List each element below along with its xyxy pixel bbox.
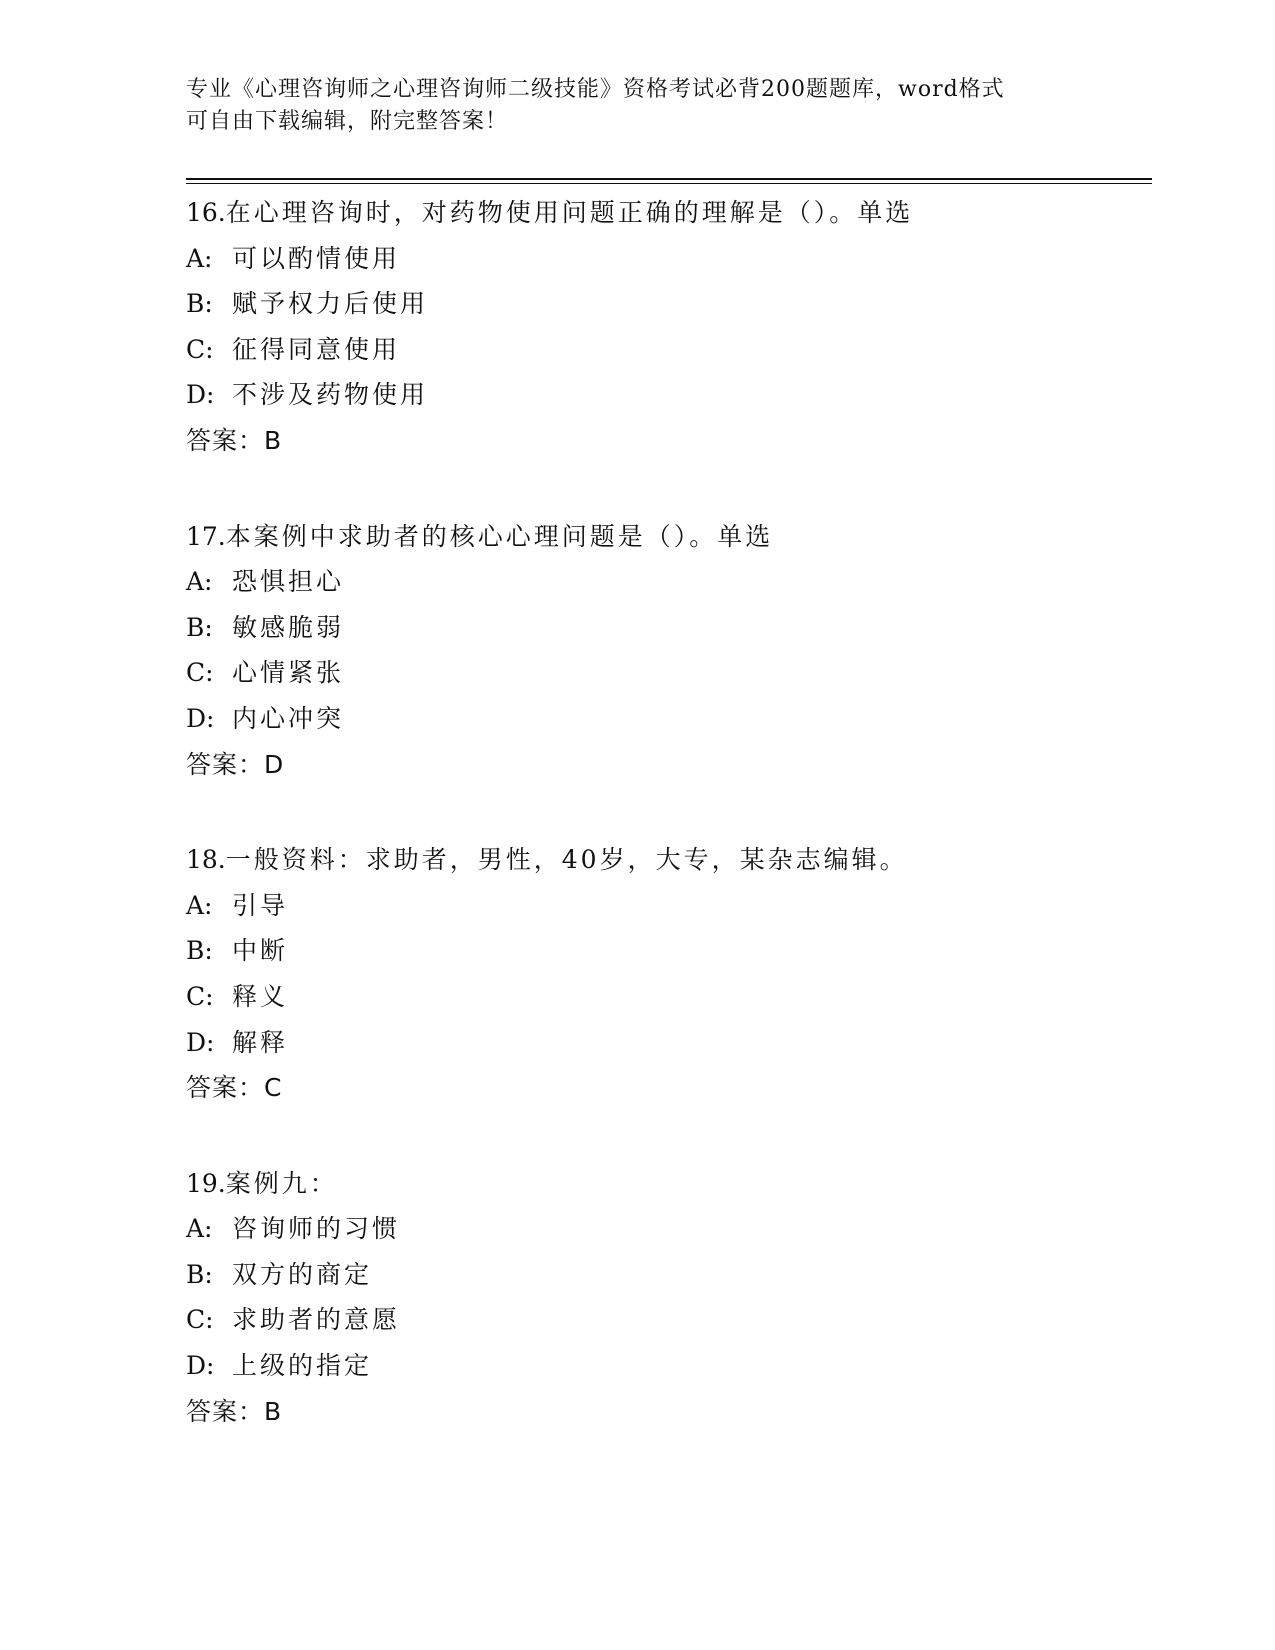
question-number: 18. [186, 845, 226, 875]
option-letter: D: [186, 1351, 215, 1381]
header-divider-thick [186, 178, 1152, 180]
option-text: 释义 [232, 981, 289, 1011]
option-d [186, 1343, 1152, 1389]
option-letter: A: [186, 567, 213, 597]
question-16 [186, 190, 1152, 464]
question-number: 19. [186, 1168, 226, 1198]
header-title-line-2: 可自由下载编辑，附完整答案！ [186, 109, 509, 134]
document-header [186, 74, 1066, 138]
question-number: 17. [186, 521, 226, 551]
option-text: 心情紧张 [232, 658, 345, 688]
question-19 [186, 1161, 1152, 1435]
option-letter: A: [186, 1214, 213, 1244]
option-text: 敏感脆弱 [232, 612, 345, 642]
option-c [186, 650, 1152, 696]
option-text: 不涉及药物使用 [232, 380, 429, 410]
option-text: 引导 [232, 890, 289, 920]
option-d [186, 1020, 1152, 1066]
question-text: 在心理咨询时，对药物使用问题正确的理解是（）。单选 [225, 198, 914, 227]
option-text: 咨询师的习惯 [232, 1214, 401, 1244]
header-divider-thin [186, 183, 1152, 184]
question-text: 本案例中求助者的核心心理问题是（）。单选 [225, 521, 774, 551]
option-text: 中断 [232, 936, 289, 966]
option-b [186, 1252, 1152, 1298]
option-letter: B: [186, 936, 213, 966]
option-letter: C: [186, 658, 214, 688]
option-letter: B: [186, 1259, 213, 1289]
option-letter: A: [186, 890, 213, 920]
answer-line: 答案：D [186, 749, 285, 779]
option-text: 求助者的意愿 [232, 1305, 401, 1335]
option-c [186, 1297, 1152, 1343]
question-text: 一般资料：求助者，男性，40岁，大专，某杂志编辑。 [225, 845, 908, 875]
option-text: 可以酌情使用 [232, 243, 401, 273]
option-letter: B: [186, 289, 213, 319]
question-stem [186, 1161, 1152, 1207]
question-stem [186, 190, 1152, 236]
answer-line: 答案：B [186, 1396, 283, 1426]
option-d [186, 696, 1152, 742]
option-b [186, 605, 1152, 651]
question-number: 16. [186, 198, 226, 227]
option-letter: C: [186, 334, 214, 364]
option-a [186, 1206, 1152, 1252]
question-text: 案例九： [225, 1168, 338, 1198]
header-title-line-1: 专业《心理咨询师之心理咨询师二级技能》资格考试必背200题题库，word格式 [186, 77, 1005, 102]
option-letter: A: [186, 243, 213, 273]
question-17 [186, 514, 1152, 788]
option-b [186, 281, 1152, 327]
question-list [186, 190, 1152, 1484]
option-letter: D: [186, 1027, 215, 1057]
option-b [186, 928, 1152, 974]
option-c [186, 327, 1152, 373]
option-a [186, 236, 1152, 282]
answer-line: 答案：C [186, 1073, 283, 1103]
option-letter: C: [186, 981, 214, 1011]
option-c [186, 974, 1152, 1020]
option-letter: D: [186, 703, 215, 733]
question-18 [186, 837, 1152, 1111]
option-a [186, 883, 1152, 929]
option-text: 恐惧担心 [232, 567, 345, 597]
option-a [186, 559, 1152, 605]
option-letter: B: [186, 612, 213, 642]
option-d [186, 372, 1152, 418]
option-text: 解释 [232, 1027, 289, 1057]
question-stem [186, 514, 1152, 560]
option-text: 内心冲突 [232, 703, 345, 733]
option-letter: D: [186, 380, 215, 410]
question-stem [186, 837, 1152, 883]
option-text: 上级的指定 [232, 1351, 373, 1381]
answer-line: 答案：B [186, 425, 283, 455]
option-letter: C: [186, 1305, 214, 1335]
option-text: 征得同意使用 [232, 334, 401, 364]
option-text: 双方的商定 [232, 1259, 373, 1289]
option-text: 赋予权力后使用 [232, 289, 429, 319]
